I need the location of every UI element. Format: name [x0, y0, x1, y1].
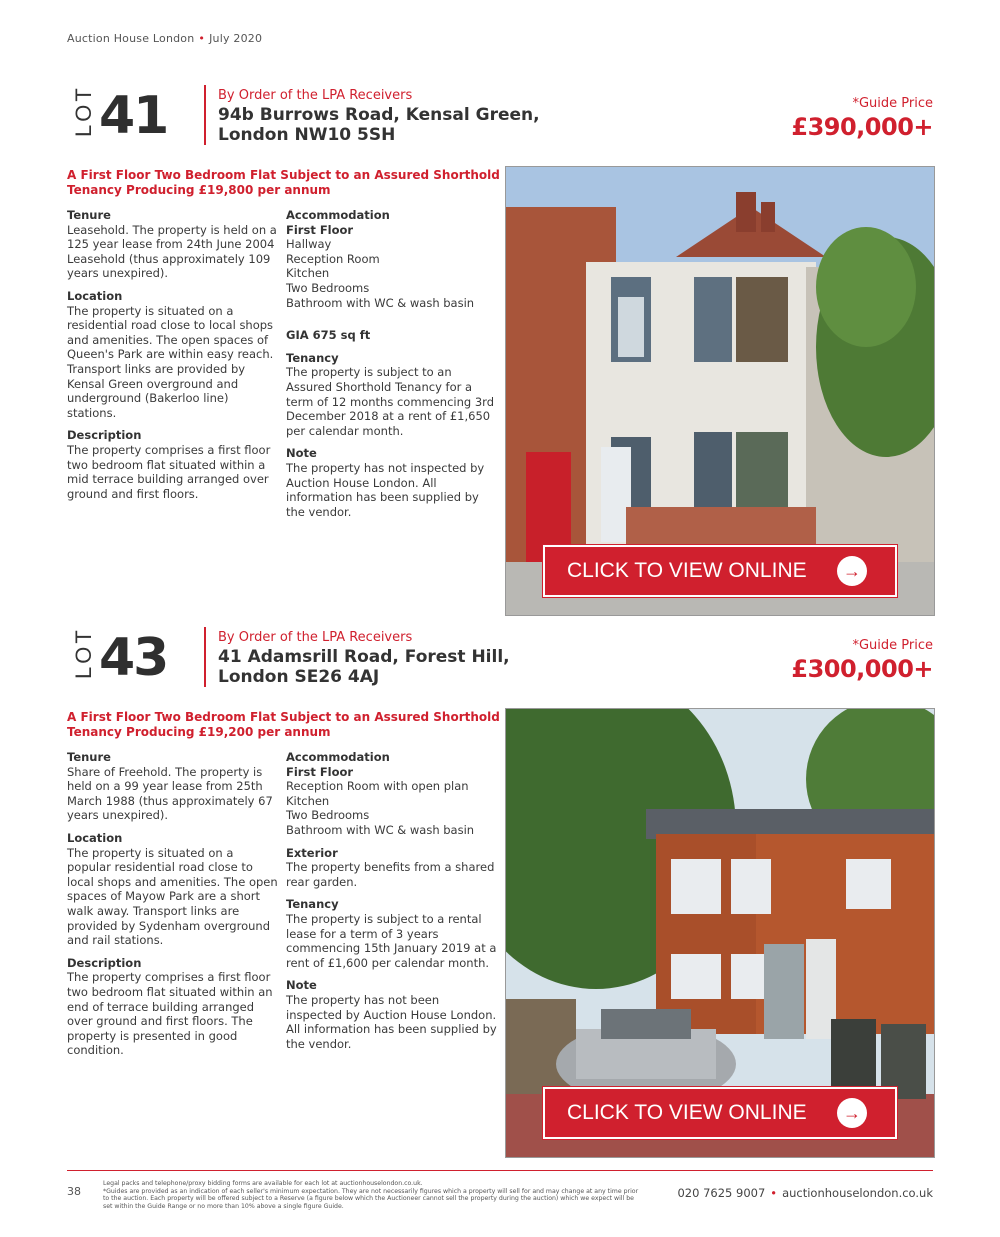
guide-price: £390,000+ — [791, 113, 933, 141]
tenure-text: Leasehold. The property is held on a 125 year lease from 24th June 2004 Leasehold (thus approximately 109 years unexpired). — [67, 222, 277, 281]
order-by: By Order of the LPA Receivers — [218, 88, 413, 103]
tenure-text: Share of Freehold. The property is held on a 99 year lease from 25th March 1988 (thus approximately 67 years unexpired). — [67, 764, 273, 823]
address-line-2: London NW10 5SH — [218, 125, 396, 145]
lot-number: 41 — [99, 86, 168, 146]
room-item: Bathroom with WC & wash basin — [286, 295, 475, 310]
location-text: The property is situated on a popular residential road close to local shops and amenities. The open spaces of Mayow Park are a short walk away. Transport links are provided by Sydenham overground and rail stations. — [67, 845, 278, 948]
bullet-icon: • — [198, 32, 206, 45]
tenure-heading: Tenure — [67, 208, 111, 222]
details-left-column — [67, 750, 279, 1066]
note-text: The property has not been inspected by Auction House London. All information has been supplied by the vendor. — [286, 992, 497, 1051]
guide-price-label: *Guide Price — [852, 96, 933, 111]
description-text: The property comprises a first floor two bedroom flat situated within an end of terrace building arranged over ground and first floors. The property is presented in good condition. — [67, 970, 273, 1058]
arrow-right-icon: → — [837, 1098, 867, 1128]
room-item: Two Bedrooms — [286, 280, 370, 295]
view-online-label: CLICK TO VIEW ONLINE — [567, 559, 807, 582]
phone-number[interactable]: 020 7625 9007 — [677, 1186, 766, 1200]
exterior-heading: Exterior — [286, 845, 338, 860]
legal-line-2: *Guides are provided as an indication of each seller's minimum expectation. They are not necessarily figures which a property will sell for and may change at any time prior to the auction. Each property will be offered subject to a Reserve (a figure below which the Auctioneer cannot sell the property during the auction) which we expect will be set within the Guide Range or no more than 10% above a single figure Guide. — [103, 1187, 639, 1210]
accommodation-heading: Accommodation — [286, 208, 390, 222]
note-text: The property has not inspected by Auction House London. All information has been supplied by the vendor. — [286, 460, 485, 519]
view-online-label: CLICK TO VIEW ONLINE — [567, 1101, 807, 1124]
room-item: Reception Room — [286, 251, 380, 266]
tenancy-text: The property is subject to an Assured Shorthold Tenancy for a term of 12 months commencing 3rd December 2018 at a rent of £1,650 per calendar month. — [286, 365, 494, 438]
address-line-1: 41 Adamsrill Road, Forest Hill, — [218, 647, 510, 667]
footer-contact — [677, 1186, 933, 1200]
page-header — [67, 32, 262, 45]
property-address — [218, 647, 510, 687]
lot-headline — [67, 710, 507, 740]
room-item: Bathroom with WC & wash basin — [286, 822, 475, 837]
view-online-button[interactable] — [543, 1087, 897, 1139]
order-by: By Order of the LPA Receivers — [218, 630, 413, 645]
view-online-button[interactable] — [543, 545, 897, 597]
lot-number: 43 — [99, 628, 168, 688]
note-heading: Note — [286, 978, 317, 993]
details-right-column — [286, 208, 498, 527]
room-item: Hallway — [286, 237, 332, 252]
floor-heading: First Floor — [286, 764, 354, 779]
description-text: The property comprises a first floor two bedroom flat situated within a mid terrace building arranged over ground and first floors. — [67, 442, 271, 501]
details-left-column — [67, 208, 279, 509]
property-address — [218, 105, 540, 145]
headline-line-2: Tenancy Producing £19,200 per annum — [67, 725, 331, 739]
issue-date: July 2020 — [209, 32, 263, 45]
headline-line-2: Tenancy Producing £19,800 per annum — [67, 183, 331, 197]
page-number: 38 — [67, 1185, 81, 1198]
exterior-text: The property benefits from a shared rear garden. — [286, 860, 495, 889]
floor-heading: First Floor — [286, 222, 354, 237]
location-heading: Location — [67, 830, 123, 845]
footer-divider — [67, 1170, 933, 1171]
headline-line-1: A First Floor Two Bedroom Flat Subject to an Assured Shorthold — [67, 710, 500, 724]
headline-line-1: A First Floor Two Bedroom Flat Subject to an Assured Shorthold — [67, 168, 500, 182]
brand-name: Auction House London — [67, 32, 195, 45]
lot-label: LOT — [71, 627, 96, 679]
arrow-right-icon: → — [837, 556, 867, 586]
description-heading: Description — [67, 955, 142, 970]
tenancy-heading: Tenancy — [286, 897, 339, 912]
address-line-1: 94b Burrows Road, Kensal Green, — [218, 105, 540, 125]
guide-price: £300,000+ — [791, 655, 933, 683]
location-text: The property is situated on a residential road close to local shops and amenities. The open spaces of Queen's Park are within easy reach. Transport links are provided by Kensal Green overground and underground (Bakerloo line) stations. — [67, 303, 274, 420]
details-right-column — [286, 750, 498, 1059]
address-line-2: London SE26 4AJ — [218, 667, 380, 687]
legal-notes — [103, 1180, 643, 1210]
title-divider — [204, 85, 206, 145]
description-heading: Description — [67, 428, 142, 443]
website-link[interactable]: auctionhouselondon.co.uk — [782, 1186, 933, 1200]
lot-label: LOT — [71, 85, 96, 137]
legal-line-1: Legal packs and telephone/proxy bidding forms are available for each lot at auctionhouselondon.co.uk. — [103, 1180, 423, 1187]
note-heading: Note — [286, 446, 317, 461]
room-item: Kitchen — [286, 793, 330, 808]
bullet-icon: • — [770, 1186, 778, 1200]
guide-price-label: *Guide Price — [852, 638, 933, 653]
gia-text: GIA 675 sq ft — [286, 328, 371, 343]
tenancy-heading: Tenancy — [286, 350, 339, 365]
room-item: Two Bedrooms — [286, 808, 370, 823]
tenancy-text: The property is subject to a rental lease for a term of 3 years commencing 15th January 2019 at a rent of £1,600 per calendar month. — [286, 911, 497, 970]
room-item: Reception Room with open plan — [286, 779, 469, 794]
lot-headline — [67, 168, 507, 198]
location-heading: Location — [67, 288, 123, 303]
accommodation-heading: Accommodation — [286, 750, 390, 764]
room-item: Kitchen — [286, 266, 330, 281]
title-divider — [204, 627, 206, 687]
tenure-heading: Tenure — [67, 750, 111, 764]
